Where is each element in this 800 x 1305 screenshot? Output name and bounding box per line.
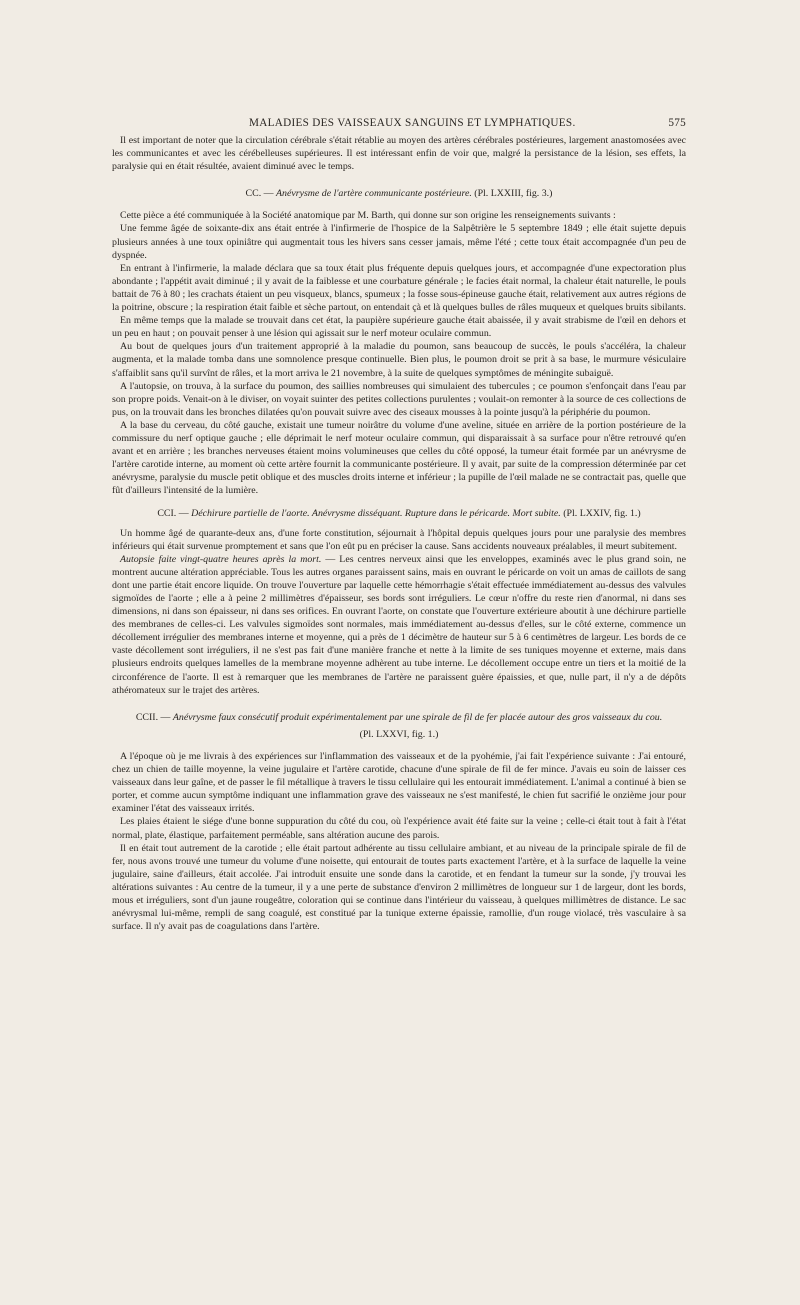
autopsy-paragraph: [112, 553, 686, 697]
section-heading-cci: [112, 507, 686, 520]
paragraph: A l'époque où je me livrais à des expériences sur l'inflammation des vaisseaux et de la pyohémie, j'ai fait l'expérience suivante : J'ai entouré, chez un chien de taille moyenne, la veine jugulaire et l'artère carotide, chacune d'une spirale de fil de fer mince. J'avais eu soin de laisser ces vaisseaux dans leur gaîne, et de passer le fil métallique à travers le tissu cellulaire qui les entourait immédiatement. L'animal a continué à bien se porter, et comme aucun symptôme indiquant une inflammation grave des vaisseaux ne s'est manifesté, le chien fut sacrifié le onzième jour pour examiner l'état des vaisseaux irrités.: [112, 750, 686, 815]
section-heading-ccii: [112, 711, 686, 724]
section-number: CCI. —: [157, 508, 189, 520]
paragraph: Cette pièce a été communiquée à la Société anatomique par M. Barth, qui donne sur son origine les renseignements suivants :: [120, 210, 616, 222]
paragraph: Au bout de quelques jours d'un traitement approprié à la maladie du poumon, sans beaucoup de succès, le pouls s'accéléra, la chaleur augmenta, et la malade tomba dans une somnolence presque continuelle. Bien plus, le poumon droit se prit à sa base, le murmure vésiculaire s'affaiblit sans qu'il survînt de râles, et la mort arriva le 21 novembre, à la suite de quelques symptômes de méningite subaiguë.: [112, 341, 686, 379]
section-title: Anévrysme faux consécutif produit expérimentalement par une spirale de fil de fer placée autour des gros vaisseaux du cou.: [172, 711, 663, 723]
paragraph: En même temps que la malade se trouvait dans cet état, la paupière supérieure gauche était abaissée, il y avait strabisme de l'œil en dehors et un peu en haut ; on pouvait penser à une lésion qui agissait sur le nerf moteur oculaire commun.: [112, 315, 686, 340]
paragraph: Un homme âgé de quarante-deux ans, d'une forte constitution, séjournait à l'hôpital depuis quelques jours pour une paralysie des membres inférieurs qui était survenue promptement et sans que l'on eût pu en préciser la cause. Sans accidents nouveaux préalables, il meurt subitement.: [112, 527, 686, 552]
running-title: MALADIES DES VAISSEAUX SANGUINS ET LYMPHATIQUES.: [249, 117, 576, 129]
paragraph: A l'autopsie, on trouva, à la surface du poumon, des saillies nombreuses qui simulaient des tubercules ; ce poumon s'enfonçait dans l'eau par son propre poids. Venait-on à le diviser, on voyait suinter des petites collections purulentes ; voulait-on remonter à la source de ces collections de pus, on la trouvait dans les bronches dilatées qu'on pouvait suivre avec des ciseaux mousses à la pointe jusqu'à la périphérie du poumon.: [112, 380, 686, 418]
section-number: CCII. —: [135, 711, 171, 723]
page-number: 575: [668, 117, 686, 129]
section-title: Déchirure partielle de l'aorte. Anévrysme disséquant. Rupture dans le péricarde. Mort subite.: [191, 508, 561, 520]
autopsy-text: — Les centres nerveux ainsi que les enveloppes, examinés avec le plus grand soin, ne montrent aucune altération appréciable. Tous les autres organes paraissent sains, mais en ouvrant le péricarde on voit un amas de caillots de sang dont une partie était encore liquide. On trouve l'ouverture par laquelle cette hémorrhagie s'était effectuée immédiatement au-dessus des valvules sigmoïdes de l'aorte ; elle a à peine 2 millimètres d'épaisseur, ses bords sont irréguliers. Le cœur n'offre du reste rien d'anormal, ni dans ses dimensions, ni dans son épaisseur, ni dans ses orifices. En ouvrant l'aorte, on constate que l'ouverture extérieure aboutit à une déchirure partielle des membranes de celles-ci. Les valvules sigmoïdes sont normales, mais immédiatement au-dessus d'elles, sur le côté externe, commence un décollement irrégulier des membranes interne et moyenne, qui a près de 1 décimètre de hauteur sur 5 à 6 centimètres de largeur. Les bords de ce vaste décollement sont irréguliers, il ne s'est pas fait d'une manière franche et nette à la limite de ses tuniques moyenne et externe, mais dans plusieurs endroits quelques lamelles de la membrane moyenne adhèrent au tube interne. Le décollement occupe entre un tiers et la moitié de la circonférence de l'aorte. Il est à remarquer que les membranes de l'artère ne paraissent guère épaissies, et que, nulle part, il n'y a de dépôts athéromateux sur le trajet des artères.: [112, 553, 686, 696]
section-heading-cc: [112, 187, 686, 200]
running-header: [112, 117, 686, 131]
paragraph: Une femme âgée de soixante-dix ans était entrée à l'infirmerie de l'hospice de la Salpêtrière le 5 septembre 1849 ; elle était sujette depuis plusieurs années à une toux opiniâtre qui augmentait tous les hivers sans cesser jamais, même l'été ; cette toux était accompagnée d'un peu de dyspnée.: [112, 223, 686, 261]
plate-reference: (Pl. LXXIII, fig. 3.): [474, 188, 553, 200]
paragraph: A la base du cerveau, du côté gauche, existait une tumeur noirâtre du volume d'une aveline, située en arrière de la portion postérieure de la commissure du nerf optique gauche ; elle déprimait le nerf moteur oculaire commun, qui disparaissait à sa surface pour n'être retrouvé qu'en avant et en arrière ; les branches nerveuses étaient moins volumineuses que celles du côté opposé, la tumeur était formée par un anévrysme de l'artère carotide interne, au moment où cette artère fournit la communicante postérieure. Il y avait, par suite de la compression déterminée par cet anévrysme, paralysie du muscle petit oblique et des muscles droits interne et inférieur ; la pupille de l'œil malade ne se contractait pas, quelle que fût d'ailleurs l'intensité de la lumière.: [112, 419, 686, 497]
plate-reference: (Pl. LXXIV, fig. 1.): [563, 508, 641, 520]
paragraph: Les plaies étaient le siége d'une bonne suppuration du côté du cou, où l'expérience avait été faite sur la veine ; celle-ci était tout à fait à l'état normal, plate, élastique, parfaitement perméable, sans altération aucune des parois.: [112, 816, 686, 841]
paragraph: En entrant à l'infirmerie, la malade déclara que sa toux était plus fréquente depuis quelques jours, et accompagnée d'une expectoration plus abondante ; l'appétit avait diminué ; il y avait de la faiblesse et une courbature générale ; le facies était normal, la chaleur était naturelle, le pouls battait de 76 à 80 ; les crachats étaient un peu visqueux, blancs, spumeux ; la fosse sous-épineuse gauche était, relativement aux autres régions de la poitrine, obscure ; la respiration était faible et sèche partout, on entendait çà et là quelques bulles de râles muqueux et quelques bruits sibilants.: [112, 262, 686, 314]
autopsy-lead: Autopsie faite vingt-quatre heures après la mort.: [120, 553, 322, 565]
intro-paragraph: Il est important de noter que la circulation cérébrale s'était rétablie au moyen des artères cérébrales postérieures, largement anastomosées avec les communicantes et avec les cérébelleuses supérieures. Il est intéressant enfin de voir que, malgré la persistance de la lésion, ses effets, la paralysie qui en était résultée, avaient diminué avec le temps.: [112, 135, 686, 173]
page-body: [112, 134, 686, 933]
paragraph: Il en était tout autrement de la carotide ; elle était partout adhérente au tissu cellulaire ambiant, et au niveau de la principale spirale de fil de fer, nous avons trouvé une tumeur du volume d'une noisette, qui entourait de toutes parts exactement l'artère, et à la surface de laquelle la veine jugulaire, saine d'ailleurs, était accolée. J'ai introduit ensuite une sonde dans la carotide, et en fendant la tumeur sur la sonde, j'y trouvai les altérations suivantes : Au centre de la tumeur, il y a une perte de substance d'environ 2 millimètres de longueur sur 1 de largeur, dont les bords, mous et irréguliers, sont d'un jaune rougeâtre, coloration qui se continue dans l'intérieur du vaisseau, à quelques millimètres de distance. Le sac anévrysmal lui-même, rempli de sang coagulé, est constitué par la tunique externe épaissie, ramollie, d'un rouge violacé, très vasculaire à sa surface. Il n'y avait pas de coagulations dans l'artère.: [112, 842, 686, 933]
plate-reference: (Pl. LXXVI, fig. 1.): [359, 728, 439, 740]
section-number: CC. —: [245, 188, 274, 200]
section-title: Anévrysme de l'artère communicante postérieure.: [276, 188, 472, 200]
